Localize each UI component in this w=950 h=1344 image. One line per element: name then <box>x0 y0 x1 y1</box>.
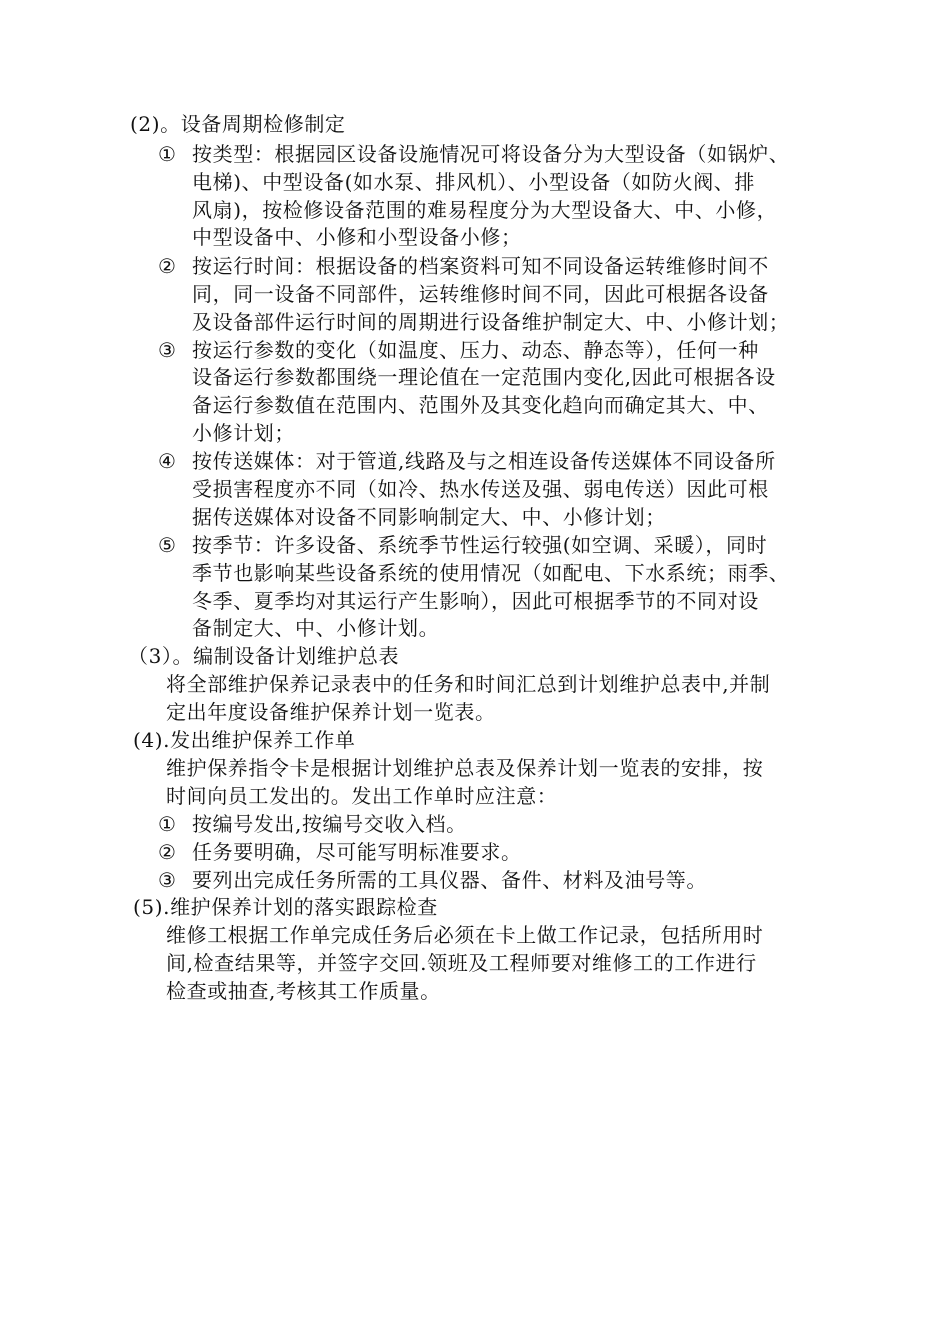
item-marker: ① <box>158 142 177 166</box>
section-2-item-5-line-4: 备制定大、中、小修计划。 <box>192 616 440 640</box>
item-marker: ③ <box>158 868 177 892</box>
section-2-item-1-line-3: 风扇)，按检修设备范围的难易程度分为大型设备大、中、小修， <box>192 198 778 222</box>
section-2-item-2-line-3: 及设备部件运行时间的周期进行设备维护制定大、中、小修计划； <box>192 310 790 334</box>
section-2-item-1-line-4: 中型设备中、小修和小型设备小修； <box>192 225 522 249</box>
section-2-item-3-line-4: 小修计划； <box>192 421 295 445</box>
item-marker: ② <box>158 840 177 864</box>
section-4-item-2 <box>158 839 522 865</box>
item-marker: ④ <box>158 449 177 473</box>
section-4-item-1 <box>158 811 467 837</box>
section-2-item-5-line-2: 季节也影响某些设备系统的使用情况（如配电、下水系统；雨季、 <box>192 561 790 585</box>
section-2-heading: (2)。设备周期检修制定 <box>130 112 346 136</box>
section-2-item-5-line-3: 冬季、夏季均对其运行产生影响），因此可根据季节的不同对设 <box>192 589 759 613</box>
section-4-item-3 <box>158 867 707 893</box>
section-2-item-3 <box>158 337 759 363</box>
section-2-item-1 <box>158 141 789 167</box>
section-4-line-2: 时间向员工发出的。发出工作单时应注意： <box>166 784 558 808</box>
section-2-item-1-line-2: 电梯)、中型设备(如水泵、排风机）、小型设备（如防火阀、排 <box>192 170 756 194</box>
item-text: 按运行时间：根据设备的档案资料可知不同设备运转维修时间不 <box>192 254 769 278</box>
section-3-heading: （3）。编制设备计划维护总表 <box>128 644 400 668</box>
item-text: 任务要明确，尽可能写明标准要求。 <box>192 840 522 864</box>
section-5-line-1: 维修工根据工作单完成任务后必须在卡上做工作记录，包括所用时 <box>166 923 764 947</box>
item-text: 按运行参数的变化（如温度、压力、动态、静态等），任何一种 <box>192 338 759 362</box>
section-5-line-2: 间,检查结果等，并签字交回.领班及工程师要对维修工的工作进行 <box>166 951 757 975</box>
item-text: 按类型：根据园区设备设施情况可将设备分为大型设备（如锅炉、 <box>192 142 790 166</box>
item-text: 要列出完成任务所需的工具仪器、备件、材料及油号等。 <box>192 868 707 892</box>
item-text: 按编号发出,按编号交收入档。 <box>192 812 467 836</box>
section-2-item-4 <box>158 448 776 474</box>
section-5-heading: (5).维护保养计划的落实跟踪检查 <box>133 895 438 919</box>
section-2-item-2 <box>158 253 769 279</box>
item-text: 按传送媒体：对于管道,线路及与之相连设备传送媒体不同设备所 <box>192 449 776 473</box>
item-marker: ⑤ <box>158 533 177 557</box>
section-2-item-4-line-2: 受损害程度亦不同（如冷、热水传送及强、弱电传送）因此可根 <box>192 477 769 501</box>
section-2-item-2-line-2: 同，同一设备不同部件，运转维修时间不同，因此可根据各设备 <box>192 282 769 306</box>
section-4-heading: (4).发出维护保养工作单 <box>133 728 356 752</box>
section-2-item-3-line-3: 备运行参数值在范围内、范围外及其变化趋向而确定其大、中、 <box>192 393 769 417</box>
item-text: 按季节：许多设备、系统季节性运行较强(如空调、采暖），同时 <box>192 533 768 557</box>
item-marker: ③ <box>158 338 177 362</box>
section-3-line-2: 定出年度设备维护保养计划一览表。 <box>166 700 496 724</box>
section-2-item-3-line-2: 设备运行参数都围绕一理论值在一定范围内变化,因此可根据各设 <box>192 365 776 389</box>
section-5-line-3: 检查或抽查,考核其工作质量。 <box>166 979 441 1003</box>
item-marker: ① <box>158 812 177 836</box>
section-2-item-4-line-3: 据传送媒体对设备不同影响制定大、中、小修计划； <box>192 505 666 529</box>
section-4-line-1: 维护保养指令卡是根据计划维护总表及保养计划一览表的安排，按 <box>166 756 764 780</box>
item-marker: ② <box>158 254 177 278</box>
section-2-item-5 <box>158 532 767 558</box>
section-3-line-1: 将全部维护保养记录表中的任务和时间汇总到计划维护总表中,并制 <box>166 672 771 696</box>
